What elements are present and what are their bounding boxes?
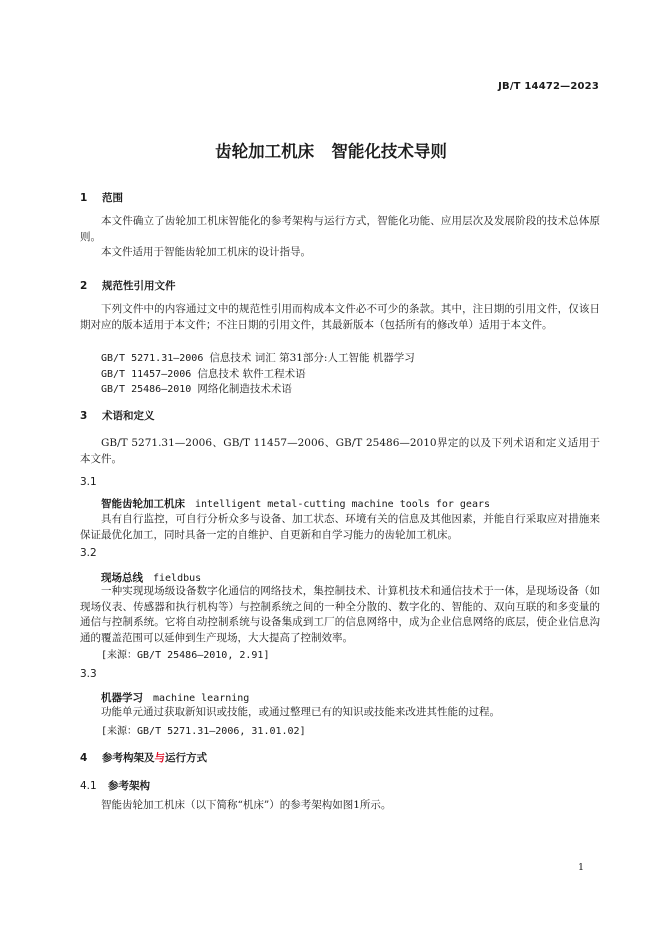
section-1-paragraph-1: 本文件确立了齿轮加工机床智能化的参考架构与运行方式，智能化功能、应用层次及发展阶段的技术总体原则。 (80, 215, 600, 243)
term-source: [来源：GB/T 5271.31—2006, 31.01.02] (101, 726, 306, 737)
subsection-title: 参考架构 (108, 780, 150, 792)
footer-band (0, 906, 662, 936)
term-definition: 一种实现现场级设备数字化通信的网络技术，集控制技术、计算机技术和通信技术于一体，是现场设备（如现场仪表、传感器和执行机构等）与控制系统之间的一种全分散的、数字化的、智能的、双向互联的和多变量的通信与控制系统。它将自动控制系统与设备集成到工厂的信息网络中，成为企业信息网络的底层，使企业信息沟通的覆盖范围可以延伸到生产现场，大大提高了控制效率。 (80, 585, 600, 644)
section-title-part: 运行方式 (165, 752, 207, 764)
page-number: 1 (577, 862, 584, 873)
section-title: 规范性引用文件 (102, 280, 176, 292)
term-number: 3.1 (80, 476, 97, 488)
term-number: 3.2 (80, 547, 97, 559)
term-english: fieldbus (153, 573, 202, 584)
reference-name: 信息技术 词汇 第31部分:人工智能 机器学习 (209, 352, 415, 364)
term-chinese: 智能齿轮加工机床 (101, 498, 185, 510)
section-1-paragraph-2: 本文件适用于智能齿轮加工机床的设计指导。 (101, 246, 311, 258)
term-entry (101, 496, 490, 511)
reference-item (101, 381, 292, 396)
term-entry (101, 690, 249, 705)
standard-number: JB/T 14472—2023 (498, 81, 599, 92)
section-4-paragraph-1: 智能齿轮加工机床（以下简称“机床”）的参考架构如图1所示。 (101, 799, 392, 811)
section-title: 术语和定义 (102, 410, 155, 422)
reference-name: 信息技术 软件工程术语 (197, 368, 306, 380)
section-3-paragraph-1: GB/T 5271.31—2006、GB/T 11457—2006、GB/T 25486—2010界定的以及下列术语和定义适用于本文件。 (80, 437, 600, 465)
term-english: machine learning (153, 693, 250, 704)
section-3-heading (80, 408, 155, 423)
reference-name: 网络化制造技术术语 (197, 383, 292, 395)
section-title-markup: 与 (154, 752, 165, 764)
term-definition: 具有自行监控，可自行分析众多与设备、加工状态、环境有关的信息及其他因素，并能自行采取应对措施来保证最优化加工，同时具备一定的自维护、自更新和自学习能力的齿轮加工机床。 (80, 513, 600, 541)
reference-code: GB/T 25486—2010 (101, 384, 192, 395)
section-number: 3 (80, 410, 88, 422)
term-chinese: 机器学习 (101, 692, 143, 704)
section-number: 2 (80, 280, 88, 292)
term-english: intelligent metal-cutting machine tools for gears (195, 499, 491, 510)
section-2-paragraph-1: 下列文件中的内容通过文中的规范性引用而构成本文件必不可少的条款。其中，注日期的引用文件，仅该日期对应的版本适用于本文件；不注日期的引用文件，其最新版本（包括所有的修改单）适用于本文件。 (80, 303, 600, 331)
section-number: 4 (80, 752, 88, 764)
document-title: 齿轮加工机床 智能化技术导则 (215, 142, 447, 161)
section-4-heading (80, 750, 207, 765)
section-title: 范围 (102, 192, 123, 204)
term-chinese: 现场总线 (101, 572, 143, 584)
term-source: [来源：GB/T 25486—2010, 2.91] (101, 650, 270, 661)
term-number: 3.3 (80, 668, 97, 680)
subsection-4-1-heading (80, 778, 150, 793)
reference-item (101, 366, 306, 381)
section-title-part: 参考构架及 (102, 752, 155, 764)
reference-code: GB/T 5271.31—2006 (101, 353, 204, 364)
section-1-heading (80, 190, 123, 205)
term-entry (101, 570, 201, 585)
section-number: 1 (80, 192, 88, 204)
term-definition: 功能单元通过获取新知识或技能，或通过整理已有的知识或技能来改进其性能的过程。 (101, 706, 500, 718)
reference-code: GB/T 11457—2006 (101, 369, 192, 380)
section-2-heading (80, 278, 176, 293)
reference-item (101, 350, 415, 365)
subsection-number: 4.1 (80, 780, 97, 792)
